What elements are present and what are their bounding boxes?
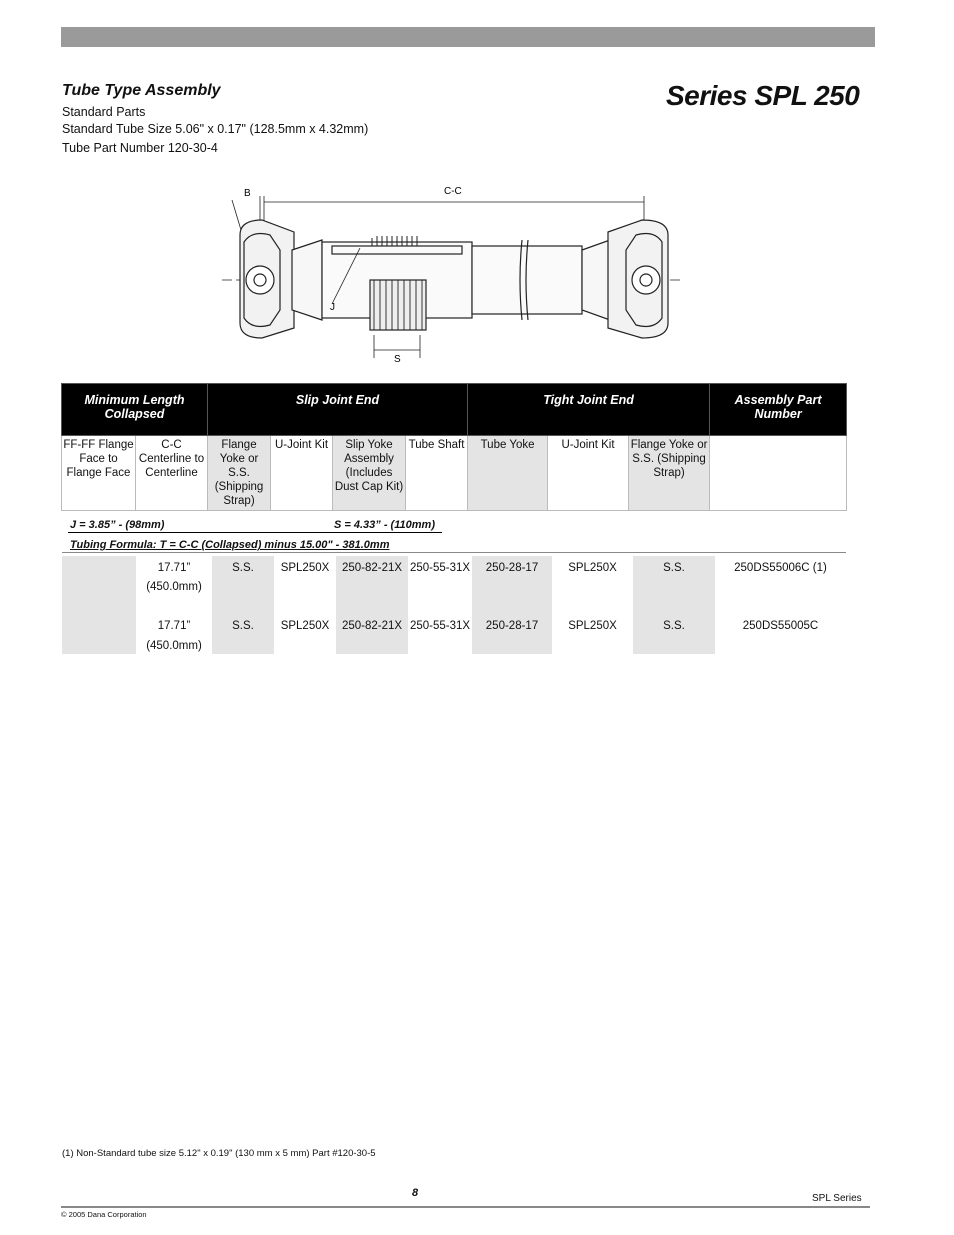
dimension-underline	[68, 532, 442, 533]
cell-tube-yoke: 250-28-17	[485, 620, 539, 632]
cell-tube-shaft: 250-55-31X	[409, 562, 471, 574]
subheader-ujoint-kit: U-Joint Kit	[271, 436, 333, 511]
footnote: (1) Non-Standard tube size 5.12" x 0.19" (130 mm x 5 mm) Part #120-30-5	[62, 1148, 376, 1159]
formula-divider	[62, 552, 846, 553]
subheader-slip-yoke: Slip Yoke Assembly (Includes Dust Cap Kit)	[333, 436, 406, 511]
footer-divider	[61, 1206, 870, 1208]
header-minimum-length: Minimum Length Collapsed	[62, 384, 208, 436]
shade-col-ff	[62, 556, 136, 654]
cell-flange-yoke-tight: S.S.	[663, 562, 685, 574]
cell-slip-yoke: 250-82-21X	[341, 562, 403, 574]
dimension-j: J = 3.85” - (98mm)	[70, 519, 165, 531]
tube-part-number-line: Tube Part Number 120-30-4	[62, 141, 218, 155]
subheader-flange-yoke-tight: Flange Yoke or S.S. (Shipping Strap)	[629, 436, 710, 511]
subheader-ff-ff: FF-FF Flange Face to Flange Face	[62, 436, 136, 511]
cell-cc: 17.71”	[157, 620, 191, 632]
diagram-label-cc: C-C	[444, 186, 462, 197]
driveshaft-diagram	[222, 180, 682, 370]
copyright: © 2005 Dana Corporation	[61, 1210, 147, 1219]
cell-ujoint-tight: SPL250X	[568, 620, 617, 632]
diagram-label-b: B	[244, 188, 251, 199]
subheader-cc: C-C Centerline to Centerline	[136, 436, 208, 511]
diagram-label-j: J	[330, 302, 335, 313]
cell-tube-yoke: 250-28-17	[485, 562, 539, 574]
subheader-ujoint-kit-tight: U-Joint Kit	[548, 436, 629, 511]
cell-cc: 17.71”	[157, 562, 191, 574]
cell-cc-mm: (450.0mm)	[146, 640, 202, 652]
cell-cc-mm: (450.0mm)	[146, 581, 202, 593]
cell-flange-yoke: S.S.	[232, 562, 254, 574]
series-title: Series SPL 250	[666, 80, 860, 111]
cell-flange-yoke-tight: S.S.	[663, 620, 685, 632]
tubing-formula: Tubing Formula: T = C-C (Collapsed) minus 15.00" - 381.0mm	[70, 539, 390, 551]
header-slip-joint-end: Slip Joint End	[208, 384, 468, 436]
page-number: 8	[412, 1187, 419, 1199]
cell-slip-yoke: 250-82-21X	[341, 620, 403, 632]
subheader-tube-shaft: Tube Shaft	[406, 436, 468, 511]
cell-flange-yoke: S.S.	[232, 620, 254, 632]
subheader-tube-yoke: Tube Yoke	[468, 436, 548, 511]
spec-header-table	[61, 383, 847, 511]
section-title: Tube Type Assembly	[62, 82, 221, 99]
footer-series: SPL Series	[812, 1193, 862, 1204]
subheader-flange-yoke: Flange Yoke or S.S. (Shipping Strap)	[208, 436, 271, 511]
tube-size-line: Standard Tube Size 5.06" x 0.17" (128.5mm x 4.32mm)	[62, 122, 369, 136]
cell-ujoint: SPL250X	[280, 562, 330, 574]
cell-assembly: 250DS55006C (1)	[734, 562, 827, 574]
diagram-label-s: S	[394, 354, 401, 365]
cell-assembly: 250DS55005C	[742, 620, 819, 632]
standard-parts-line: Standard Parts	[62, 105, 146, 119]
cell-tube-shaft: 250-55-31X	[409, 620, 471, 632]
subheader-assembly	[710, 436, 847, 511]
header-assembly-part-number: Assembly Part Number	[710, 384, 847, 436]
header-bar	[61, 27, 875, 47]
dimension-s: S = 4.33” - (110mm)	[334, 519, 435, 531]
header-tight-joint-end: Tight Joint End	[468, 384, 710, 436]
cell-ujoint: SPL250X	[280, 620, 330, 632]
cell-ujoint-tight: SPL250X	[568, 562, 617, 574]
